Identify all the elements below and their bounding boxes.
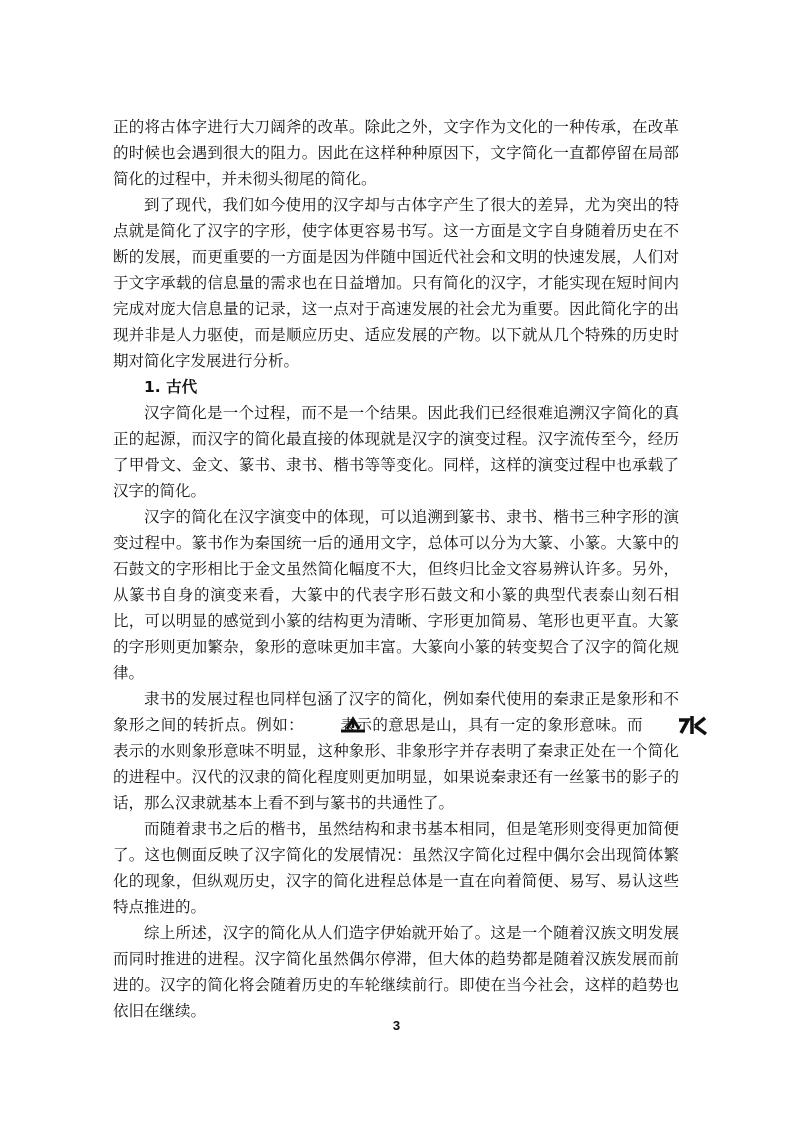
paragraph-modern: 到了现代，我们如今使用的汉字却与古体字产生了很大的差异，尤为突出的特点就是简化了汉字的字形，使字体更容易书写。这一方面是文字自身随着历史在不断的发展，而更重要的一方面是因为伴随中国近代社会和文明的快速发展，人们对于文字承载的信息量的需求也在日益增加。只有简化的汉字，才能实现在短时间内完成对庞大信息量的记录，这一点对于高速发展的社会尤为重要。因此简化字的出现并非是人力驱使，而是顺应历史、适应发展的产物。以下就从几个特殊的历史时期对简化字发展进行分析。 [113, 196, 679, 370]
paragraph-clerical-script [113, 686, 679, 816]
clerical-text-part-3: 表示的水则象形意味不明显，这种象形、非象形字并存表明了秦隶正处在一个简化的进程中。汉代的汉隶的简化程度则更加明显，如果说秦隶还有一丝篆书的影子的话，那么汉隶就基本上看不到与篆书的共通性了。 [113, 742, 679, 812]
paragraph-summary: 综上所述，汉字的简化从人们造字伊始就开始了。这是一个随着汉族文明发展而同时推进的进程。汉字简化虽然偶尔停滞，但大体的趋势都是随着汉族发展而前进的。汉字的简化将会随着历史的车轮继续前行。即使在当今社会，这样的趋势也依旧在继续。 [113, 924, 679, 1020]
clerical-text-part-2: 表示的意思是山，具有一定的象形意味。而 [340, 716, 643, 734]
water-glyph-icon [643, 714, 679, 736]
page-number: 3 [392, 1018, 401, 1033]
paragraph-seal-script: 汉字的简化在汉字演变中的体现，可以追溯到篆书、隶书、楷书三种字形的演变过程中。篆书作为秦国统一后的通用文字，总体可以分为大篆、小篆。大篆中的石鼓文的字形相比于金文虽然简化幅度不大，但终归比金文容易辨认许多。另外，从篆书自身的演变来看，大篆中的代表字形石鼓文和小篆的典型代表泰山刻石相比，可以明显的感觉到小篆的结构更为清晰、字形更加简易、笔形也更平直。大篆的字形则更加繁杂，象形的意味更加丰富。大篆向小篆的转变契合了汉字的简化规律。 [113, 508, 679, 682]
body-text [113, 114, 679, 1024]
paragraph-process: 汉字简化是一个过程，而不是一个结果。因此我们已经很难追溯汉字简化的真正的起源，而汉字的简化最直接的体现就是汉字的演变过程。汉字流传至今，经历了甲骨文、金文、篆书、隶书、楷书等等变化。同样，这样的演变过程中也承载了汉字的简化。 [113, 404, 679, 500]
paragraph-continuation: 正的将古体字进行大刀阔斧的改革。除此之外，文字作为文化的一种传承，在改革的时候也会遇到很大的阻力。因此在这样种种原因下，文字简化一直都停留在局部简化的过程中，并未彻头彻尾的简化。 [113, 118, 679, 188]
clerical-text-part-1: 隶书的发展过程也同样包涵了汉字的简化，例如秦代使用的秦隶正是象形和不象形之间的转折点。例如： [113, 690, 679, 734]
mountain-glyph-icon [304, 714, 340, 736]
paragraph-regular-script: 而随着隶书之后的楷书，虽然结构和隶书基本相同，但是笔形则变得更加简便了。这也侧面反映了汉字简化的发展情况：虽然汉字简化过程中偶尔会出现简体繁化的现象，但纵观历史，汉字的简化进程总体是一直在向着简便、易写、易认这些特点推进的。 [113, 820, 679, 916]
section-heading-ancient: 1. 古代 [144, 378, 198, 396]
